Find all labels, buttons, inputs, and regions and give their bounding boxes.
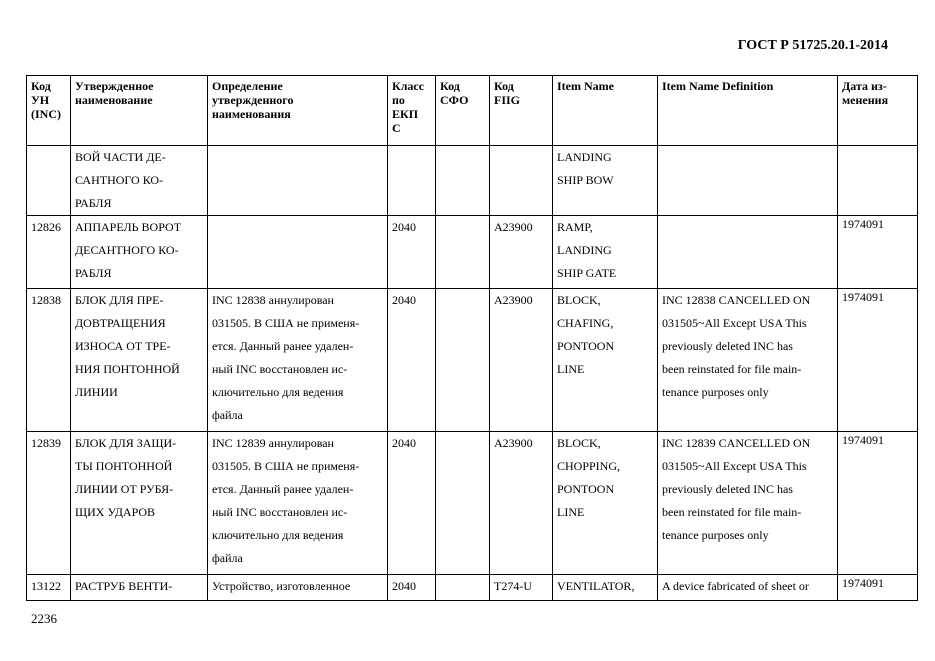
- header-line: Item Name Definition: [662, 79, 774, 93]
- header-line: (INC): [31, 107, 61, 121]
- header-line: Дата из-: [842, 79, 887, 93]
- cell-line: ТЫ ПОНТОННОЙ: [75, 459, 173, 473]
- cell-item-def: [658, 432, 838, 575]
- classification-table: [26, 75, 918, 601]
- cell-line: САНТНОГО КО-: [75, 173, 164, 187]
- cell-line: ется. Данный ранее удален-: [212, 482, 354, 496]
- cell-line: LANDING: [557, 243, 612, 257]
- table-body: [27, 146, 918, 601]
- cell-line: CHOPPING,: [557, 459, 621, 473]
- cell-class: 2040: [388, 289, 436, 432]
- cell-item-name: [553, 432, 658, 575]
- cell-item-name: [553, 289, 658, 432]
- cell-line: SHIP GATE: [557, 266, 617, 280]
- cell-change-date: 1974091: [838, 289, 918, 432]
- cell-line: РАБЛЯ: [75, 196, 112, 210]
- cell-line: БЛОК ДЛЯ ПРЕ-: [75, 293, 164, 307]
- cell-line: Устройство, изготовленное: [212, 579, 351, 593]
- cell-approved-name: [71, 575, 208, 601]
- header-line: наименования: [212, 107, 291, 121]
- header-line: менения: [842, 93, 889, 107]
- cell-item-name: [553, 216, 658, 289]
- header-line: ЕКП: [392, 107, 419, 121]
- document-standard-header: ГОСТ Р 51725.20.1-2014: [737, 38, 888, 53]
- cell-line: 031505. В США не применя-: [212, 459, 360, 473]
- cell-inc: [27, 146, 71, 216]
- cell-line: SHIP BOW: [557, 173, 614, 187]
- cell-definition: [208, 432, 388, 575]
- cell-change-date: 1974091: [838, 575, 918, 601]
- cell-line: tenance purposes only: [662, 385, 769, 399]
- header-col-sfo: [436, 76, 490, 146]
- cell-definition: [208, 289, 388, 432]
- cell-change-date: 1974091: [838, 432, 918, 575]
- cell-item-def: [658, 575, 838, 601]
- cell-inc: 12826: [27, 216, 71, 289]
- cell-change-date: [838, 146, 918, 216]
- cell-inc: 12839: [27, 432, 71, 575]
- header-line: УН: [31, 93, 50, 107]
- cell-line: previously deleted INC has: [662, 339, 793, 353]
- cell-item-name: [553, 146, 658, 216]
- header-line: наименование: [75, 93, 153, 107]
- cell-item-def: [658, 289, 838, 432]
- header-line: Item Name: [557, 79, 614, 93]
- cell-line: файла: [212, 551, 243, 565]
- cell-sfo: [436, 216, 490, 289]
- page-number: 2236: [31, 611, 57, 626]
- header-line: Код: [494, 79, 514, 93]
- cell-line: CHAFING,: [557, 316, 614, 330]
- cell-line: LINE: [557, 362, 585, 376]
- cell-item-name: [553, 575, 658, 601]
- cell-line: RAMP,: [557, 220, 593, 234]
- cell-sfo: [436, 146, 490, 216]
- table-header-row: [27, 76, 918, 146]
- cell-line: ЛИНИИ: [75, 385, 118, 399]
- header-line: Код: [440, 79, 460, 93]
- header-line: СФО: [440, 93, 469, 107]
- table-row: [27, 432, 918, 575]
- cell-fiig: [490, 146, 553, 216]
- cell-approved-name: [71, 146, 208, 216]
- cell-line: ный INC восстановлен ис-: [212, 362, 348, 376]
- cell-line: ВОЙ ЧАСТИ ДЕ-: [75, 150, 166, 164]
- header-line: Определение: [212, 79, 283, 93]
- cell-line: LINE: [557, 505, 585, 519]
- header-line: Код: [31, 79, 51, 93]
- cell-change-date: 1974091: [838, 216, 918, 289]
- header-line: С: [392, 121, 401, 135]
- header-col-definition: [208, 76, 388, 146]
- cell-line: БЛОК ДЛЯ ЗАЩИ-: [75, 436, 177, 450]
- cell-line: ЛИНИИ ОТ РУБЯ-: [75, 482, 174, 496]
- table-row: [27, 146, 918, 216]
- cell-approved-name: [71, 432, 208, 575]
- cell-item-def: [658, 146, 838, 216]
- cell-line: INC 12838 аннулирован: [212, 293, 334, 307]
- table-row: [27, 575, 918, 601]
- cell-line: 031505. В США не применя-: [212, 316, 360, 330]
- cell-line: A device fabricated of sheet or: [662, 579, 809, 593]
- cell-line: INC 12839 аннулирован: [212, 436, 334, 450]
- cell-line: INC 12838 CANCELLED ON: [662, 293, 811, 307]
- cell-line: BLOCK,: [557, 436, 601, 450]
- cell-line: ключительно для ведения: [212, 528, 344, 542]
- cell-class: 2040: [388, 575, 436, 601]
- table-row: [27, 216, 918, 289]
- cell-line: ный INC восстановлен ис-: [212, 505, 348, 519]
- header-line: по: [392, 93, 405, 107]
- cell-line: PONTOON: [557, 339, 615, 353]
- cell-inc: 13122: [27, 575, 71, 601]
- cell-line: файла: [212, 408, 243, 422]
- cell-class: [388, 146, 436, 216]
- cell-line: ИЗНОСА ОТ ТРЕ-: [75, 339, 171, 353]
- cell-item-def: [658, 216, 838, 289]
- cell-definition: [208, 575, 388, 601]
- cell-line: 031505~All Except USA This: [662, 316, 807, 330]
- cell-line: previously deleted INC has: [662, 482, 793, 496]
- cell-line: 031505~All Except USA This: [662, 459, 807, 473]
- cell-line: INC 12839 CANCELLED ON: [662, 436, 811, 450]
- cell-line: АППАРЕЛЬ ВОРОТ: [75, 220, 182, 234]
- cell-line: ется. Данный ранее удален-: [212, 339, 354, 353]
- cell-line: ключительно для ведения: [212, 385, 344, 399]
- header-col-class: [388, 76, 436, 146]
- cell-line: ДЕСАНТНОГО КО-: [75, 243, 179, 257]
- cell-class: 2040: [388, 216, 436, 289]
- cell-approved-name: [71, 216, 208, 289]
- cell-line: LANDING: [557, 150, 612, 164]
- header-line: FIIG: [494, 93, 521, 107]
- header-col-change-date: [838, 76, 918, 146]
- cell-line: РАБЛЯ: [75, 266, 112, 280]
- cell-line: PONTOON: [557, 482, 615, 496]
- cell-line: VENTILATOR,: [557, 579, 635, 593]
- cell-class: 2040: [388, 432, 436, 575]
- header-col-item-name: [553, 76, 658, 146]
- cell-fiig: A23900: [490, 432, 553, 575]
- cell-definition: [208, 216, 388, 289]
- cell-line: РАСТРУБ ВЕНТИ-: [75, 579, 173, 593]
- header-col-approved-name: [71, 76, 208, 146]
- cell-line: НИЯ ПОНТОННОЙ: [75, 362, 180, 376]
- header-col-inc: [27, 76, 71, 146]
- header-col-item-def: [658, 76, 838, 146]
- header-line: Утвержденное: [75, 79, 154, 93]
- cell-line: BLOCK,: [557, 293, 601, 307]
- cell-inc: 12838: [27, 289, 71, 432]
- cell-fiig: T274-U: [490, 575, 553, 601]
- cell-sfo: [436, 575, 490, 601]
- header-line: Класс: [392, 79, 425, 93]
- cell-line: been reinstated for file main-: [662, 362, 802, 376]
- cell-sfo: [436, 289, 490, 432]
- table-row: [27, 289, 918, 432]
- cell-fiig: A23900: [490, 289, 553, 432]
- cell-line: tenance purposes only: [662, 528, 769, 542]
- cell-sfo: [436, 432, 490, 575]
- header-col-fiig: [490, 76, 553, 146]
- cell-definition: [208, 146, 388, 216]
- cell-line: ЩИХ УДАРОВ: [75, 505, 156, 519]
- cell-approved-name: [71, 289, 208, 432]
- header-line: утвержденного: [212, 93, 294, 107]
- cell-line: been reinstated for file main-: [662, 505, 802, 519]
- cell-line: ДОВТРАЩЕНИЯ: [75, 316, 166, 330]
- cell-fiig: A23900: [490, 216, 553, 289]
